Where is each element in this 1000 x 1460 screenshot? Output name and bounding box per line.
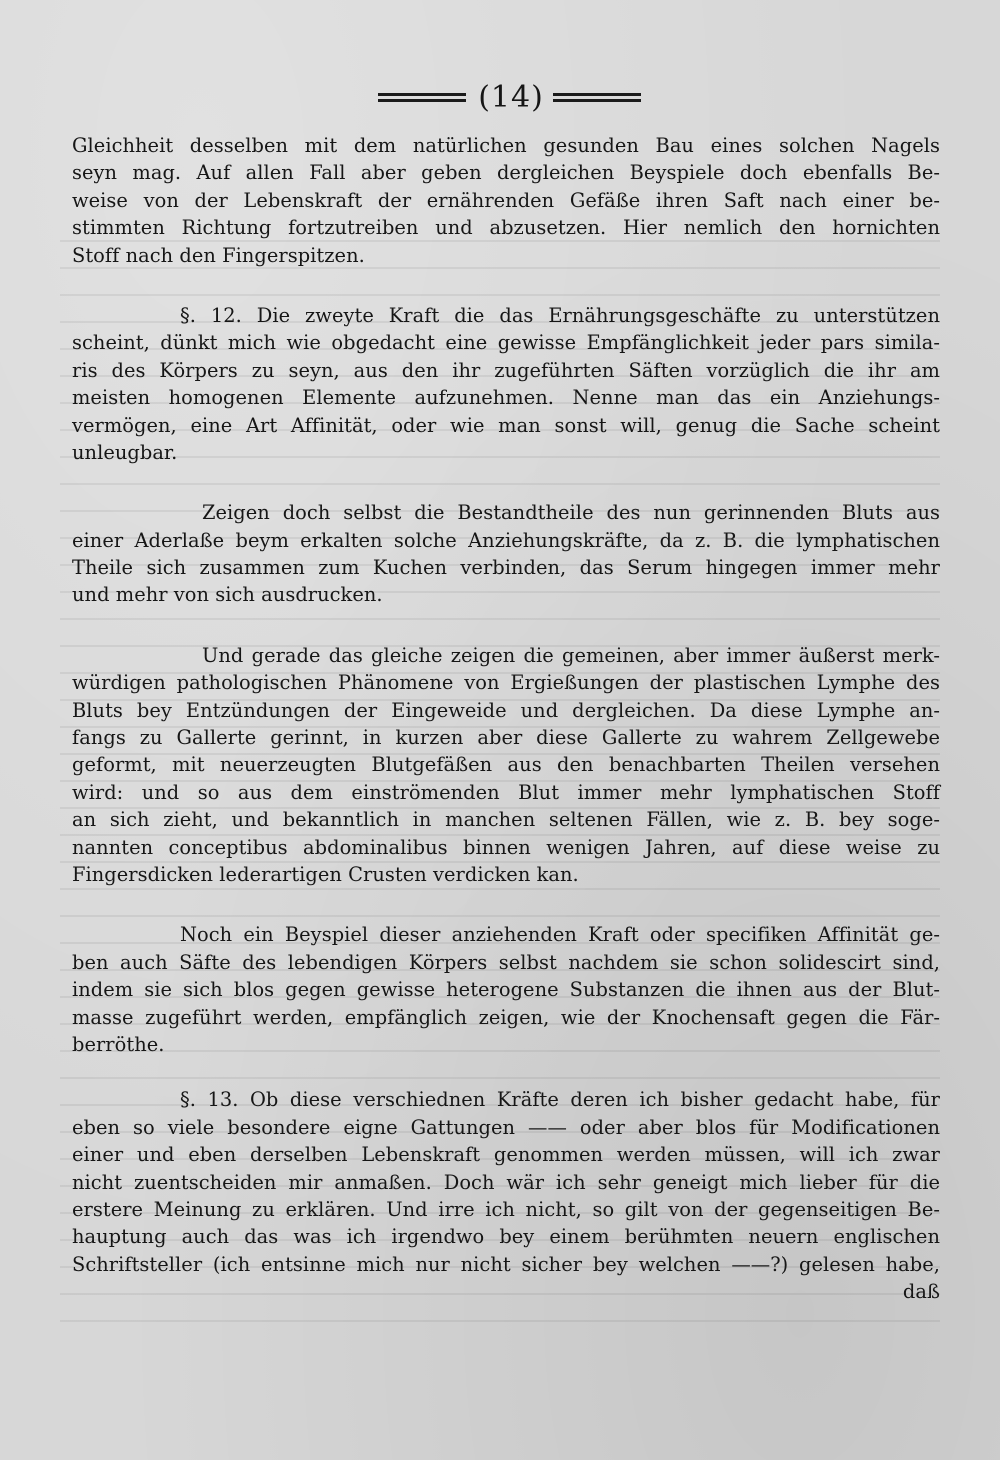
text-line: eben so viele besondere eigne Gattungen —— oder aber blos für Modificationen bbox=[72, 1115, 940, 1139]
paragraph-gap bbox=[72, 609, 940, 642]
paragraph-gap bbox=[72, 1058, 940, 1086]
text-line: seyn mag. Auf allen Fall aber geben dergleichen Beyspiele doch ebenfalls Be- bbox=[72, 161, 940, 185]
text-line: §. 13. Ob diese verschiednen Kräfte deren ich bisher gedacht habe, für bbox=[180, 1088, 940, 1112]
text-line: und mehr von sich ausdrucken. bbox=[72, 583, 383, 607]
header-rule-left bbox=[378, 92, 466, 104]
page-number: (14) bbox=[478, 80, 544, 115]
text-line: Gleichheit desselben mit dem natürlichen gesunden Bau eines solchen Nagels bbox=[72, 134, 940, 157]
text-line: Schriftsteller (ich entsinne mich nur nicht sicher bey welchen ——?) gelesen habe, bbox=[72, 1252, 940, 1276]
text-line: wird: und so aus dem einströmenden Blut immer mehr lymphatischen Stoff bbox=[72, 780, 940, 804]
text-line: weise von der Lebenskraft der ernährenden Gefäße ihren Saft nach einer be- bbox=[72, 188, 940, 212]
text-line: Und gerade das gleiche zeigen die gemeinen, aber immer äußerst merk- bbox=[202, 643, 940, 667]
text-line: Bluts bey Entzündungen der Eingeweide und dergleichen. Da diese Lymphe an- bbox=[72, 698, 940, 722]
text-line: Noch ein Beyspiel dieser anziehenden Kraft oder specifiken Affinität ge- bbox=[180, 923, 940, 947]
text-line: vermögen, eine Art Affinität, oder wie man sonst will, genug die Sache scheint bbox=[72, 413, 940, 437]
paragraph-section-13 bbox=[72, 1086, 940, 1278]
text-line: an sich zieht, und bekanntlich in manchen seltenen Fällen, wie z. B. bey soge- bbox=[72, 808, 940, 832]
catchword: daß bbox=[902, 1280, 940, 1304]
text-line: geformt, mit neuerzeugten Blutgefäßen aus den benachbarten Theilen versehen bbox=[72, 753, 940, 777]
text-line: ris des Körpers zu seyn, aus den ihr zugeführten Säften vorzüglich die ihr am bbox=[72, 358, 940, 382]
text-line: stimmten Richtung fortzutreiben und abzusetzen. Hier nemlich den hornichten bbox=[72, 216, 940, 240]
paragraph-5 bbox=[72, 921, 940, 1058]
text-line: nannten conceptibus abdominalibus binnen wenigen Jahren, auf diese weise zu bbox=[72, 835, 940, 859]
text-line: §. 12. Die zweyte Kraft die das Ernährungsgeschäfte zu unterstützen bbox=[180, 303, 940, 327]
text-line: Stoff nach den Fingerspitzen. bbox=[72, 243, 365, 267]
paragraph-1 bbox=[72, 132, 940, 269]
text-line: nicht zuentscheiden mir anmaßen. Doch wär ich sehr geneigt mich lieber für die bbox=[72, 1170, 940, 1194]
body-text bbox=[72, 132, 940, 1305]
text-line: einer Aderlaße beym erkalten solche Anziehungskräfte, da z. B. die lymphatischen bbox=[72, 528, 940, 552]
paragraph-gap bbox=[72, 466, 940, 499]
text-line: unleugbar. bbox=[72, 440, 178, 464]
text-line: Fingersdicken lederartigen Crusten verdicken kan. bbox=[72, 862, 579, 886]
text-line: hauptung auch das was ich irgendwo bey einem berühmten neuern englischen bbox=[72, 1225, 940, 1249]
paragraph-gap bbox=[72, 269, 940, 302]
text-line: Theile sich zusammen zum Kuchen verbinden, das Serum hingegen immer mehr bbox=[72, 556, 940, 580]
text-line: scheint, dünkt mich wie obgedacht eine gewisse Empfänglichkeit jeder pars simila- bbox=[72, 331, 940, 355]
text-line: indem sie sich blos gegen gewisse heterogene Substanzen die ihnen aus der Blut- bbox=[72, 978, 940, 1002]
text-line: masse zugeführt werden, empfänglich zeigen, wie der Knochensaft gegen die Fär- bbox=[72, 1005, 940, 1029]
text-line: würdigen pathologischen Phänomene von Ergießungen der plastischen Lymphe des bbox=[72, 671, 940, 695]
text-line: ben auch Säfte des lebendigen Körpers selbst nachdem sie schon solidescirt sind, bbox=[72, 950, 940, 974]
page-header bbox=[0, 78, 1000, 118]
text-line: einer und eben derselben Lebenskraft genommen werden müssen, will ich zwar bbox=[72, 1143, 940, 1167]
paragraph-4 bbox=[72, 642, 940, 889]
header-rule-right bbox=[553, 92, 641, 104]
text-line: Zeigen doch selbst die Bestandtheile des nun gerinnenden Bluts aus bbox=[202, 501, 940, 525]
text-line: berröthe. bbox=[72, 1032, 165, 1056]
paragraph-section-12 bbox=[72, 302, 940, 466]
text-line: fangs zu Gallerte gerinnt, in kurzen aber diese Gallerte zu wahrem Zellgewebe bbox=[72, 726, 940, 750]
paragraph-3 bbox=[72, 499, 940, 609]
paragraph-gap bbox=[72, 888, 940, 921]
text-line: erstere Meinung zu erklären. Und irre ich nicht, so gilt von der gegenseitigen Be- bbox=[72, 1197, 940, 1221]
text-line: meisten homogenen Elemente aufzunehmen. Nenne man das ein Anziehungs- bbox=[72, 386, 940, 410]
